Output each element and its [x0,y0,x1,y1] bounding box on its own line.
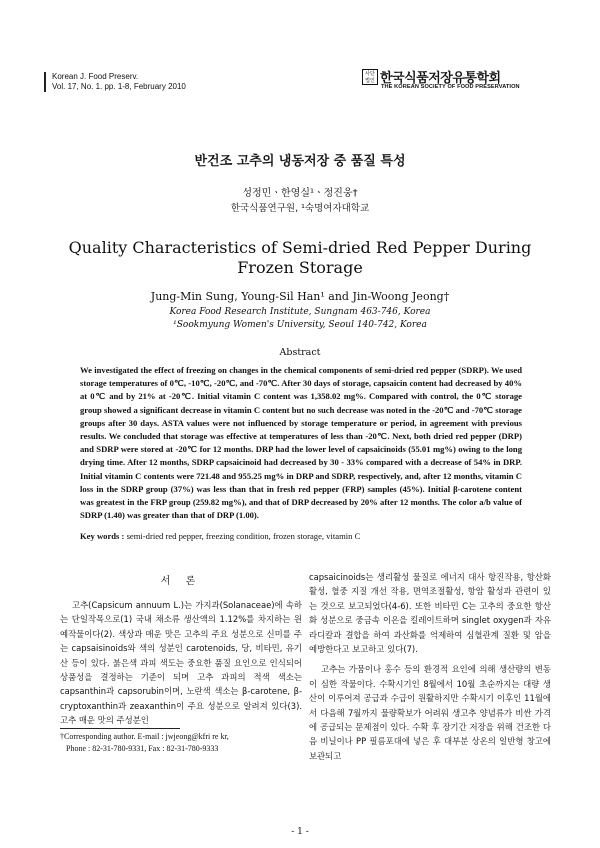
affiliation-korean: 한국식품연구원, ¹숙명여자대학교 [230,203,370,214]
society-emblem: 사단법인 [362,69,378,85]
society-name-ko: 한국식품저장유통학회 [380,71,501,86]
journal-volume: Vol. 17, No. 1. pp. 1-8, February 2010 [52,82,186,91]
title-english: Quality Characteristics of Semi-dried Red Pepper During Frozen Storage [68,238,532,277]
journal-citation [44,72,186,92]
page-number: - 1 - [291,827,309,837]
abstract-heading: Abstract [279,347,321,358]
intro-paragraph-3: 고추는 가뭄이나 홍수 등의 환경적 요인에 의해 생산량의 변동이 심한 작물이다. 수확시기인 8월에서 10월 초순까지는 대량 생산이 이루어져 공급과 수급이 원활하지만 수확시기 이후인 11월에서 다음해 7월까지 물량확보가 어려워 생고추 양념류가 비싼 가격에 공급되는 문제점이 있다. 수확 후 장기간 저장을 위해 건조한 다음 비닐이나 PP 필름포대에 넣은 후 대부분 상온의 일반형 창고에 보관되고 [309,664,551,761]
society-logo-block [362,66,562,90]
footnote-phone: Phone : 82-31-780-9331, Fax : 82-31-780-9333 [66,744,219,753]
affiliation-english-1: Korea Food Research Institute, Sungnam 463-746, Korea [169,307,431,317]
keywords-list: semi-dried red pepper, freezing condition, frozen storage, vitamin C [126,531,361,541]
journal-name: Korean J. Food Preserv. [52,72,139,81]
society-name-en: THE KOREAN SOCIETY OF FOOD PRESERVATION [381,84,520,90]
body-column-right [309,570,551,763]
keywords-label: Key words : [80,531,125,541]
authors-english: Jung-Min Sung, Young-Sil Han¹ and Jin-Woong Jeong† [150,290,450,303]
abstract-text: We investigated the effect of freezing on changes in the chemical components of semi-dried red pepper (SDRP). We used storage temperatures of 0℃, -10℃, -20℃, and -70℃. After 30 days of storage, capsaicin content had decreased by 40% at 0℃ and by 21% at -20℃. Initial vitamin C content was 1,358.02 mg%. Compared with control, the 0℃ storage group showed a significant decrease in vitamin C content but no such decrease was noted in the -20℃ and -70℃ storage groups after 30 days. ASTA values were not influenced by storage temperature or period, in agreement with previous results. We concluded that storage was effective at temperatures of less than -20℃. Next, both dried red pepper (DRP) and SDRP were stored at -20℃ for 12 months. DRP had the lower level of capsaicinoids (55.01 mg%) owing to the long drying time. After 12 months, SDRP capsaicinoid had decreased by 30 - 33% compared with a decrease of 54% in DRP. Initial vitamin C contents were 721.48 and 955.25 mg% in DRP and SDRP, respectively, and, after 12 months, vitamin C loss in the SDRP group (37%) was less than that in fresh red pepper (FRP) samples (45%). Initial β-carotene content was greatest in the FRP group (259.82 mg%), and that of DRP decreased by 20% after 12 months. The color a/b value of SDRP (1.40) was greater than that of DRP (1.00). [80,365,522,521]
footnote-email: †Corresponding author. E-mail : jwjeong@kfri re kr, [60,732,229,741]
body-column-left [60,598,302,728]
intro-paragraph-1: 고추(Capsicum annuum L.)는 가지과(Solanaceae)에 속하는 단일작목으로(1) 국내 채소류 생산액의 1.12%를 차지하는 원예작물이다(2). 색상과 매운 맛은 고추의 주요 성분으로 신미를 주는 capsaisinoids와 색의 성분인 carotenoids, 당, 비타민, 유기산 등이 있다. 붉은색 과피 색도는 중요한 품질 요인으로 인식되어 상품성을 결정하는 기준이 되며 고추 과피의 적색 색소는 capsanthin과 capsorubin이며, 노란색 색소는 β-carotene, β-cryptoxanthin과 zeaxanthin이 주요 성분으로 알려져 있다(3). 고추 매운 맛의 주성분인 [60,600,302,726]
intro-paragraph-2: capsaicinoids는 생리활성 물질로 에너지 대사 항진작용, 항산화 활성, 혈중 지질 개선 작용, 면역조절활성, 항암 활성과 관련이 있는 것으로 보고되었다(4-6). 또한 비타민 C는 고추의 중요한 항산화 성분으로 중금속 이온을 킬레이트하며 singlet oxygen과 자유라디칼과 결합을 하여 과산화를 억제하여 심혈관계 질환 및 암을 예방한다고 보고하고 있다(7). [309,572,551,655]
footnote [60,731,320,755]
keywords [80,531,522,541]
title-korean: 반건조 고추의 냉동저장 중 품질 특성 [194,154,406,169]
authors-korean: 성정민ㆍ한영실¹ㆍ정진웅† [242,188,358,199]
affiliation-english-2: ¹Sookmyung Women's University, Seoul 140-742, Korea [173,320,427,330]
footnote-divider [60,728,180,729]
section-heading-introduction: 서 론 [160,576,202,587]
